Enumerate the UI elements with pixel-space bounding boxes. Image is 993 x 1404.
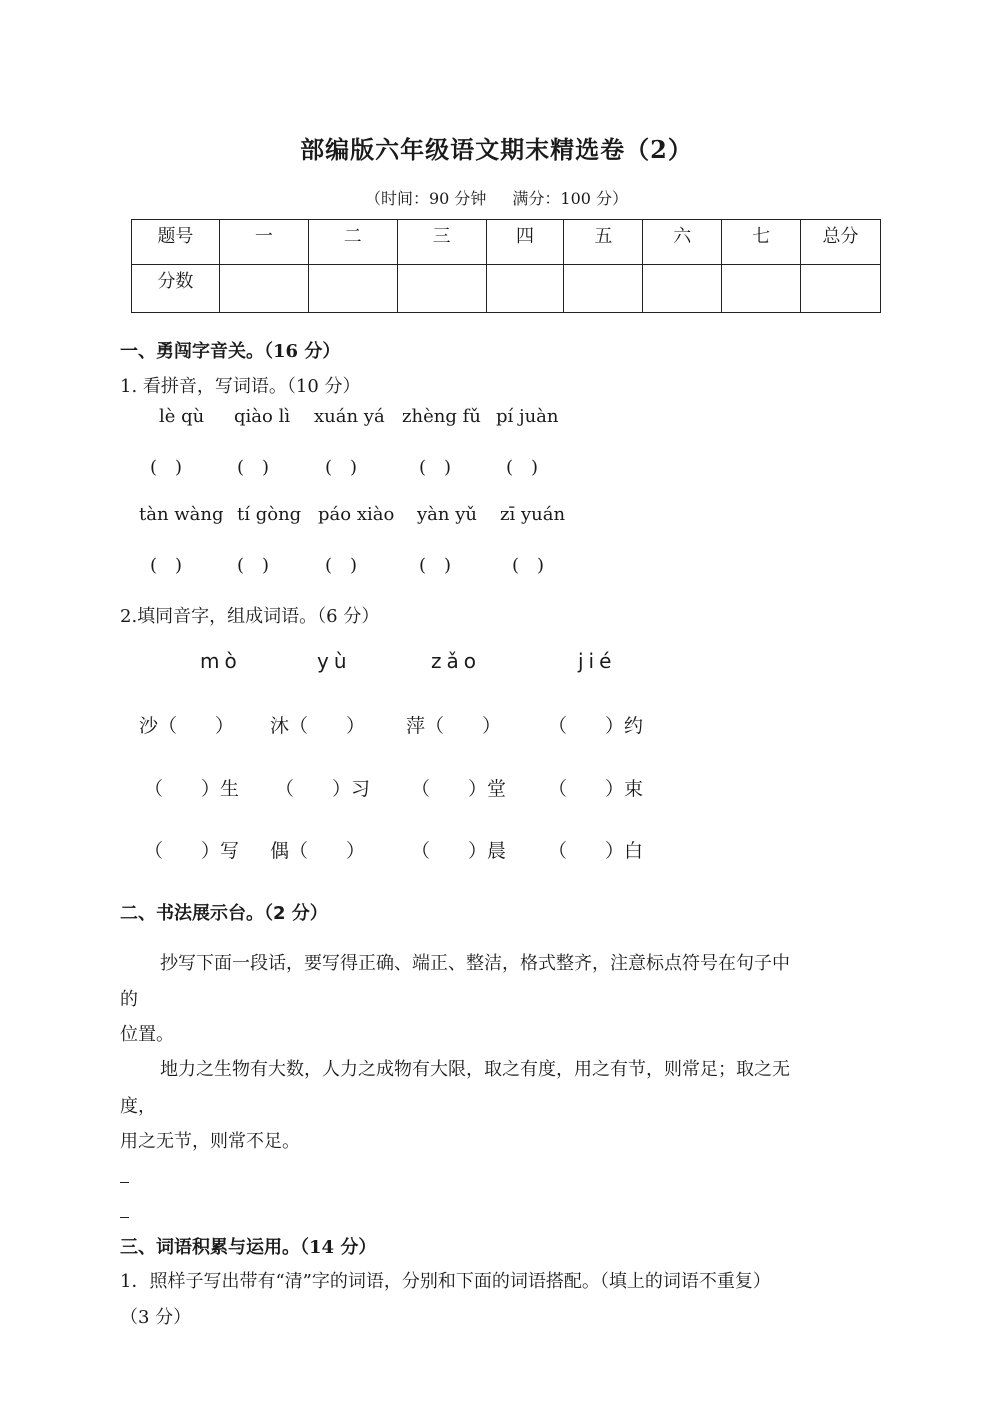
fill-item[interactable]: 萍（ ） [406, 715, 502, 737]
fill-item[interactable]: （ ）堂 [411, 778, 507, 800]
pinyin: jié [578, 649, 617, 673]
table-cell: 五 [564, 220, 643, 265]
fill-item[interactable]: （ ）白 [548, 840, 644, 862]
answer-blank[interactable]: ( ) [506, 457, 539, 478]
instruction-text: 抄写下面一段话，要写得正确、端正、整洁，格式整齐，注意标点符号在句子中 [160, 953, 790, 974]
fill-item[interactable]: （ ）写 [144, 840, 240, 862]
question-title: 2.填同音字，组成词语。（6 分） [120, 606, 380, 627]
section-heading: 三、词语积累与运用。（14 分） [120, 1237, 377, 1258]
answer-blank[interactable]: ( ) [237, 457, 270, 478]
pinyin: tí gòng [237, 504, 302, 525]
answer-blank[interactable]: ( ) [512, 555, 545, 576]
fill-item[interactable]: （ ）束 [548, 778, 644, 800]
answer-blank[interactable]: ( ) [419, 457, 452, 478]
exam-info [0, 186, 993, 209]
pinyin: yù [317, 649, 352, 673]
table-cell: 二 [308, 220, 397, 265]
pinyin: qiào lì [234, 406, 291, 427]
table-cell: 分数 [132, 265, 220, 313]
fill-item[interactable]: （ ）晨 [411, 840, 507, 862]
page-title: 部编版六年级语文期末精选卷（2） [300, 135, 693, 164]
score-cell[interactable] [564, 265, 643, 313]
score-table-header-row [132, 220, 881, 265]
section-heading: 一、勇闯字音关。（16 分） [120, 341, 341, 362]
pinyin: páo xiào [318, 504, 395, 525]
pinyin: zǎo [431, 649, 481, 673]
fill-item[interactable]: 偶（ ） [270, 840, 366, 862]
table-cell: 四 [486, 220, 564, 265]
fill-item[interactable]: （ ）习 [275, 778, 371, 800]
answer-blank[interactable]: ( ) [419, 555, 452, 576]
pinyin: xuán yá [314, 406, 385, 427]
answer-blank[interactable]: ( ) [237, 555, 270, 576]
score-cell[interactable] [643, 265, 722, 313]
instruction-text: 的 [120, 989, 138, 1010]
instruction-text: 位置。 [120, 1024, 174, 1045]
score-info: 满分：100 分） [512, 189, 629, 208]
score-cell[interactable] [397, 265, 486, 313]
table-cell: 总分 [801, 220, 881, 265]
copy-text: 用之无节，则常不足。 [120, 1131, 300, 1152]
table-cell: 题号 [132, 220, 220, 265]
score-table [131, 219, 881, 313]
table-cell: 一 [219, 220, 308, 265]
question-title: 1. 看拼音，写词语。（10 分） [120, 376, 361, 397]
copy-text: 度， [120, 1096, 156, 1117]
pinyin: pí juàn [496, 406, 559, 427]
pinyin: tàn wàng [139, 504, 224, 525]
table-cell: 七 [722, 220, 801, 265]
question-title: 1．照样子写出带有“清”字的词语，分别和下面的词语搭配。（填上的词语不重复） [120, 1271, 771, 1292]
pinyin: mò [200, 649, 242, 673]
copy-text: 地力之生物有大数，人力之成物有大限，取之有度，用之有节，则常足；取之无 [160, 1059, 790, 1080]
writing-line[interactable] [120, 1182, 129, 1183]
writing-line[interactable] [120, 1217, 129, 1218]
score-cell[interactable] [219, 265, 308, 313]
answer-blank[interactable]: ( ) [325, 555, 358, 576]
answer-blank[interactable]: ( ) [150, 555, 183, 576]
table-cell: 六 [643, 220, 722, 265]
answer-blank[interactable]: ( ) [150, 457, 183, 478]
score-cell[interactable] [801, 265, 881, 313]
pinyin: zī yuán [500, 504, 566, 525]
pinyin: lè qù [159, 406, 205, 427]
fill-item[interactable]: 沐（ ） [270, 715, 366, 737]
fill-item[interactable]: 沙（ ） [139, 715, 235, 737]
fill-item[interactable]: （ ）约 [548, 715, 644, 737]
question-title: （3 分） [120, 1307, 192, 1328]
score-table-score-row [132, 265, 881, 313]
score-cell[interactable] [722, 265, 801, 313]
score-cell[interactable] [308, 265, 397, 313]
section-heading: 二、书法展示台。（2 分） [120, 903, 328, 924]
pinyin: yàn yǔ [417, 504, 477, 525]
fill-item[interactable]: （ ）生 [144, 778, 240, 800]
time-info: （时间：90 分钟 [364, 189, 487, 208]
score-cell[interactable] [486, 265, 564, 313]
answer-blank[interactable]: ( ) [325, 457, 358, 478]
pinyin: zhèng fǔ [402, 406, 481, 427]
table-cell: 三 [397, 220, 486, 265]
